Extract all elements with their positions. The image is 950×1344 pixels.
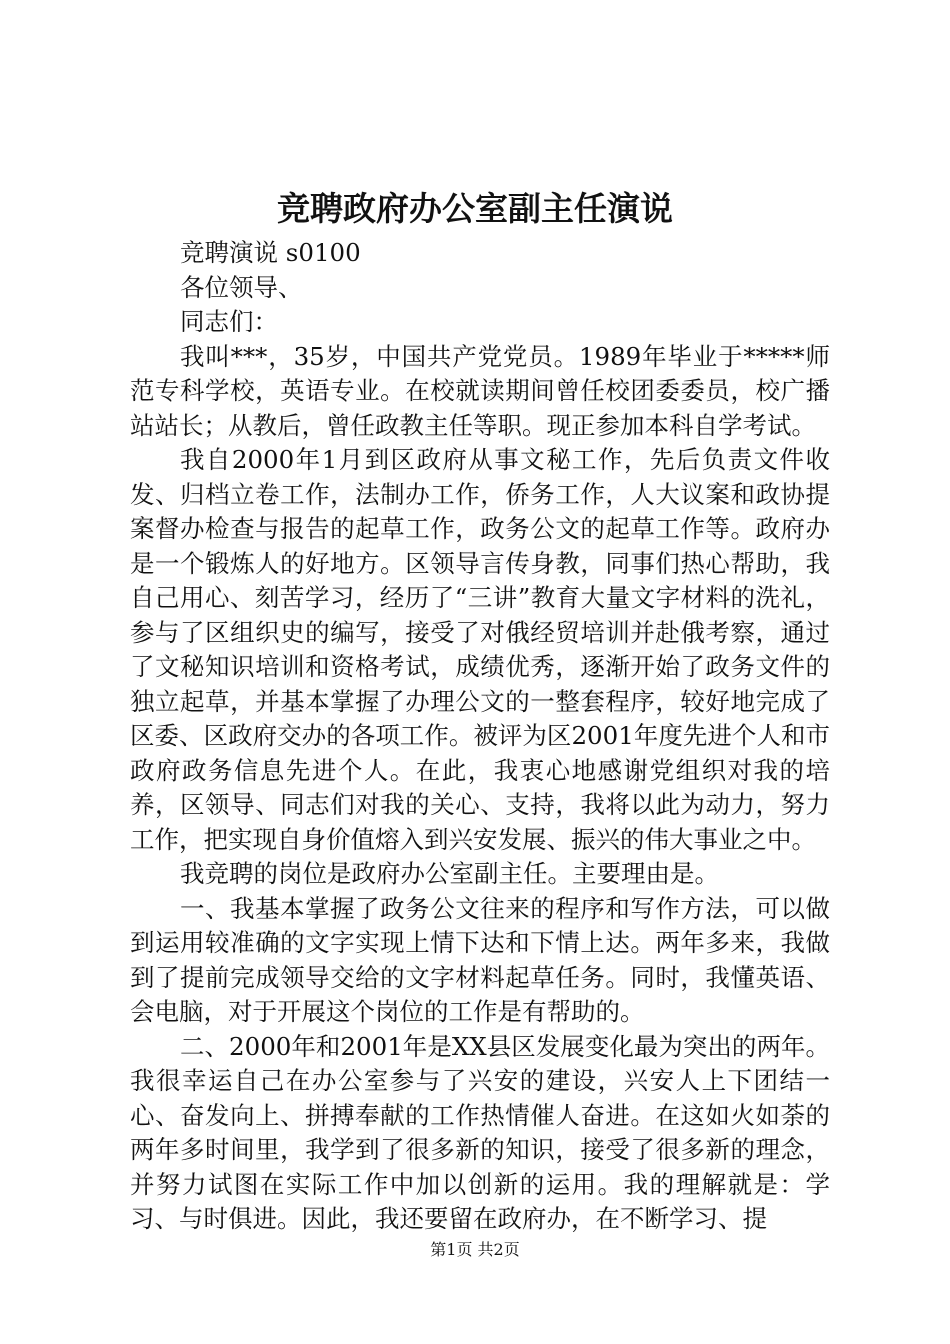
paragraph-position: 我竞聘的岗位是政府办公室副主任。主要理由是。 <box>180 859 719 888</box>
page-footer: 第1页 共2页 <box>430 1240 520 1259</box>
paragraph-salutation-leaders: 各位领导、 <box>180 272 303 302</box>
document-body <box>130 236 830 1237</box>
document-title: 竞聘政府办公室副主任演说 <box>277 189 673 228</box>
paragraph-salutation-comrades: 同志们： <box>180 307 278 336</box>
paragraph-subtitle: 竞聘演说 s0100 <box>180 238 361 267</box>
paragraph-self-intro: 我叫***，35岁，中国共产党党员。1989年毕业于*****师范专科学校，英语专业。在校就读期间曾任校团委委员，校广播站站长；从教后，曾任政教主任等职。现正参加本科自学考试。 <box>130 341 830 440</box>
paragraph-reason-two: 二、2000年和2001年是XX县区发展变化最为突出的两年。我很幸运自己在办公室参与了兴安的建设，兴安人上下团结一心、奋发向上、拼搏奉献的工作热情催人奋进。在这如火如荼的两年多时间里，我学到了很多新的知识，接受了很多新的理念，并努力试图在实际工作中加以创新的运用。我的理解就是：学习、与时俱进。因此，我还要留在政府办，在不断学习、提 <box>130 1031 830 1233</box>
paragraph-reason-one: 一、我基本掌握了政务公文往来的程序和写作方法，可以做到运用较准确的文字实现上情下达和下情上达。两年多来，我做到了提前完成领导交给的文字材料起草任务。同时，我懂英语、会电脑，对于开展这个岗位的工作是有帮助的。 <box>130 893 830 1026</box>
paragraph-work-experience: 我自2000年1月到区政府从事文秘工作，先后负责文件收发、归档立卷工作，法制办工作，侨务工作，人大议案和政协提案督办检查与报告的起草工作，政务公文的起草工作等。政府办是一个锻炼人的好地方。区领导言传身教，同事们热心帮助，我自己用心、刻苦学习，经历了“三讲”教育大量文字材料的洗礼，参与了区组织史的编写，接受了对俄经贸培训并赴俄考察，通过了文秘知识培训和资格考试，成绩优秀，逐渐开始了政务文件的独立起草，并基本掌握了办理公文的一整套程序，较好地完成了区委、区政府交办的各项工作。被评为区2001年度先进个人和市政府政务信息先进个人。在此，我衷心地感谢党组织对我的培养，区领导、同志们对我的关心、支持，我将以此为动力，努力工作，把实现自身价值熔入到兴安发展、振兴的伟大事业之中。 <box>130 445 830 854</box>
